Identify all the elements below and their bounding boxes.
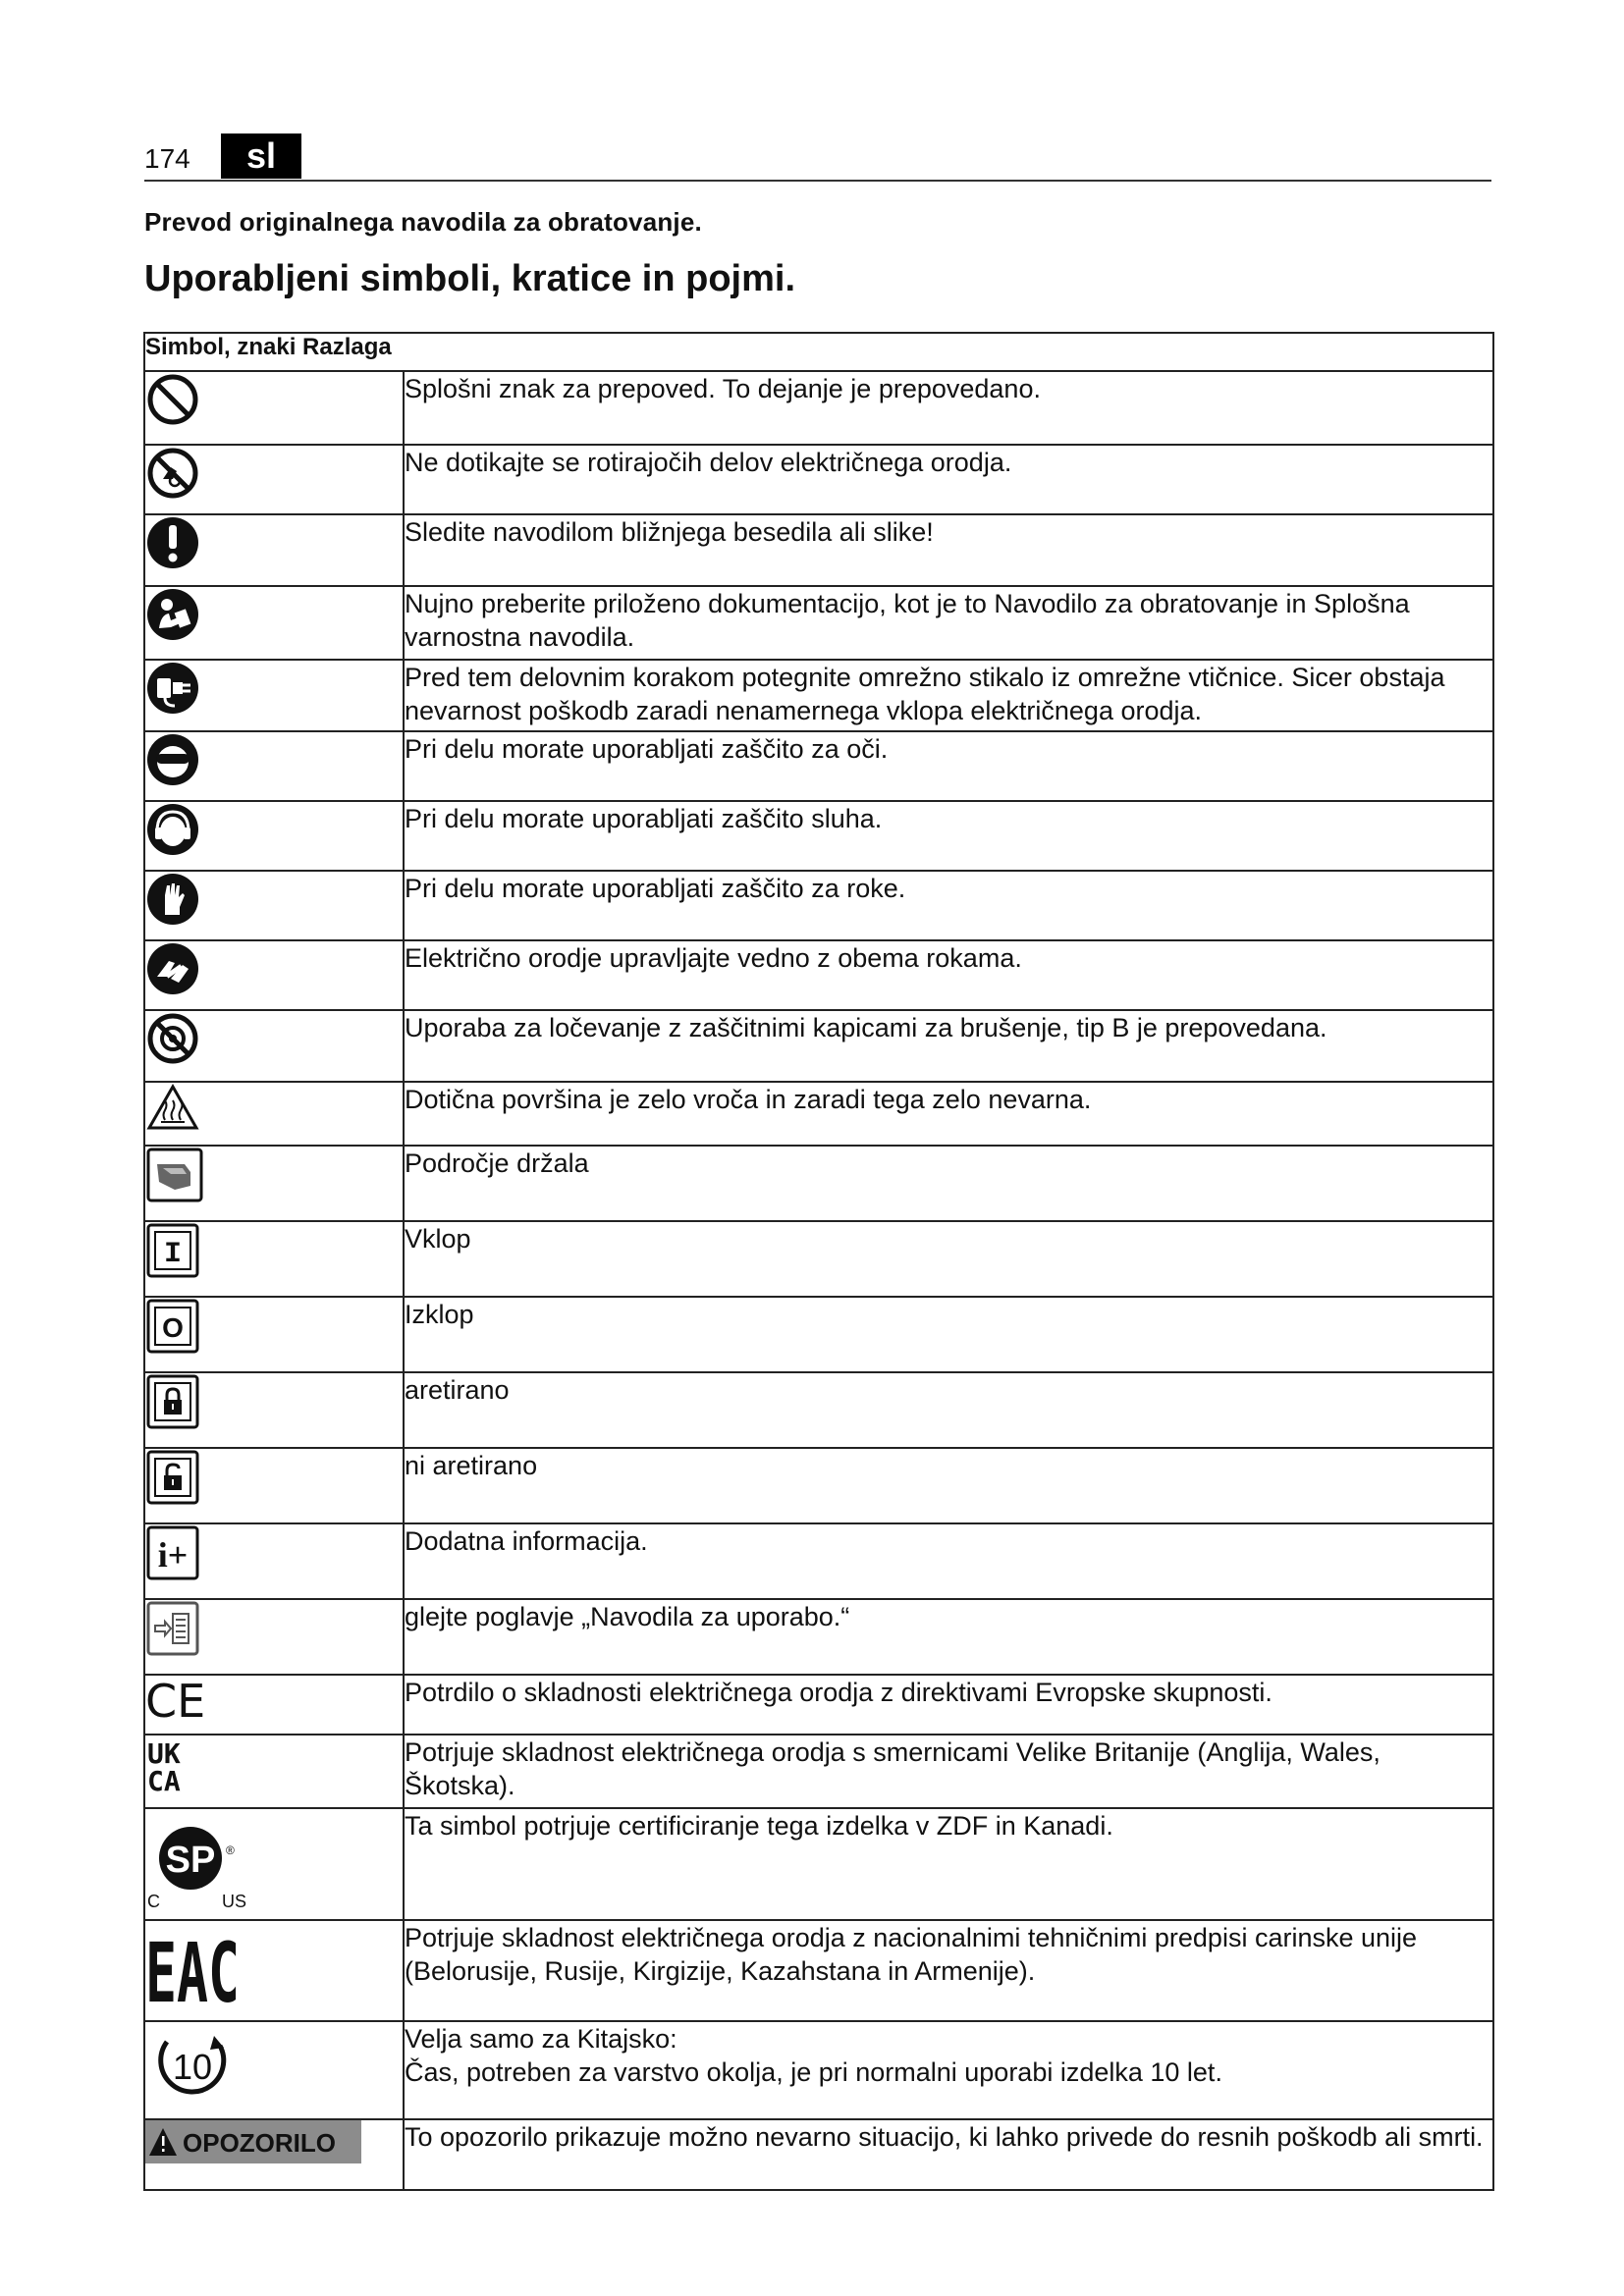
table-row <box>144 1146 1493 1221</box>
table-row <box>144 1010 1493 1082</box>
row-description: Pri delu morate uporabljati zaščito sluha. <box>404 801 1493 871</box>
table-row <box>144 586 1493 660</box>
table-row <box>144 514 1493 586</box>
row-description: glejte poglavje „Navodila za uporabo.“ <box>404 1599 1493 1675</box>
unlocked-icon <box>145 1449 200 1506</box>
table-header: Simbol, znaki Razlaga <box>144 333 1493 371</box>
csa-mark-icon <box>145 1809 263 1911</box>
row-description: Sledite navodilom bližnjega besedila ali slike! <box>404 514 1493 586</box>
table-row <box>144 2021 1493 2119</box>
unplug-icon <box>145 661 200 716</box>
document-subtitle: Prevod originalnega navodila za obratovanje. <box>144 207 702 237</box>
exclamation-icon <box>145 515 200 570</box>
table-row <box>144 1920 1493 2021</box>
svg-text:UK: UK <box>147 1737 181 1770</box>
table-row <box>144 1599 1493 1675</box>
page-header <box>144 133 1491 183</box>
warning-label-icon <box>145 2120 361 2163</box>
table-row <box>144 871 1493 940</box>
svg-text:10: 10 <box>172 2047 213 2087</box>
page-title: Uporabljeni simboli, kratice in pojmi. <box>144 258 796 299</box>
svg-text:®: ® <box>226 1843 235 1857</box>
switch-off-icon <box>145 1298 200 1355</box>
eye-protection-icon <box>145 732 200 787</box>
svg-text:US: US <box>222 1892 247 1911</box>
table-row <box>144 660 1493 731</box>
table-row <box>144 1221 1493 1297</box>
two-hands-icon <box>145 941 200 996</box>
row-description: Uporaba za ločevanje z zaščitnimi kapicami za brušenje, tip B je prepovedana. <box>404 1010 1493 1082</box>
row-description: To opozorilo prikazuje možno nevarno situacijo, ki lahko privede do resnih poškodb ali smrti. <box>404 2119 1493 2190</box>
table-row <box>144 1735 1493 1808</box>
ce-mark-icon <box>145 1675 216 1728</box>
table-row <box>144 1372 1493 1448</box>
symbols-table <box>143 332 1494 2191</box>
row-description: Splošni znak za prepoved. To dejanje je prepovedano. <box>404 371 1493 445</box>
table-row <box>144 1523 1493 1599</box>
row-description: aretirano <box>404 1372 1493 1448</box>
no-cutting-with-guard-b-icon <box>145 1011 200 1066</box>
hearing-protection-icon <box>145 802 200 857</box>
svg-text:CE: CE <box>145 1675 206 1728</box>
row-description: Področje držala <box>404 1146 1493 1221</box>
row-description: Ta simbol potrjuje certificiranje tega izdelka v ZDF in Kanadi. <box>404 1808 1493 1920</box>
row-description: Izklop <box>404 1297 1493 1372</box>
row-description: Nujno preberite priloženo dokumentacijo, kot je to Navodilo za obratovanje in Splošna varnostna navodila. <box>404 586 1493 660</box>
china-rohs-10-icon <box>145 2022 240 2110</box>
row-description: Ne dotikajte se rotirajočih delov električnega orodja. <box>404 445 1493 514</box>
no-touch-rotating-parts-icon <box>145 446 200 501</box>
table-row <box>144 1448 1493 1523</box>
language-tab: sl <box>221 133 301 179</box>
svg-text:SP: SP <box>165 1840 216 1881</box>
locked-icon <box>145 1373 200 1430</box>
row-description: Električno orodje upravljajte vedno z obema rokama. <box>404 940 1493 1010</box>
info-plus-icon <box>145 1524 200 1581</box>
svg-text:OPOZORILO: OPOZORILO <box>183 2128 336 2158</box>
switch-on-icon <box>145 1222 200 1279</box>
row-description: Pri delu morate uporabljati zaščito za roke. <box>404 871 1493 940</box>
row-description: Velja samo za Kitajsko: Čas, potreben za varstvo okolja, je pri normalni uporabi izdelka 10 let. <box>404 2021 1493 2119</box>
hand-protection-icon <box>145 872 200 927</box>
table-row <box>144 2119 1493 2190</box>
table-row <box>144 1297 1493 1372</box>
row-description: Pred tem delovnim korakom potegnite omrežno stikalo iz omrežne vtičnice. Sicer obstaja nevarnost poškodb zaradi nenamernega vklopa električnega orodja. <box>404 660 1493 731</box>
ukca-mark-icon <box>145 1737 192 1796</box>
table-row <box>144 1675 1493 1735</box>
svg-text:i+: i+ <box>157 1535 189 1575</box>
row-description: Dodatna informacija. <box>404 1523 1493 1599</box>
table-row <box>144 1808 1493 1920</box>
row-description: Potrjuje skladnost električnega orodja s smernicami Velike Britanije (Anglija, Wales, Škotska). <box>404 1735 1493 1808</box>
svg-text:EAC: EAC <box>145 1925 240 2021</box>
eac-mark-icon <box>145 1921 244 2021</box>
row-description: Potrdilo o skladnosti električnega orodja z direktivami Evropske skupnosti. <box>404 1675 1493 1735</box>
table-row <box>144 801 1493 871</box>
row-description: Pri delu morate uporabljati zaščito za oči. <box>404 731 1493 801</box>
table-row <box>144 731 1493 801</box>
prohibition-icon <box>145 372 200 427</box>
svg-text:CA: CA <box>147 1765 181 1797</box>
hot-surface-icon <box>145 1083 200 1132</box>
table-row <box>144 1082 1493 1146</box>
read-manual-icon <box>145 587 200 642</box>
table-row <box>144 445 1493 514</box>
svg-text:C: C <box>147 1892 160 1911</box>
row-description: Dotična površina je zelo vroča in zaradi tega zelo nevarna. <box>404 1082 1493 1146</box>
page-number: 174 <box>144 143 190 174</box>
grip-area-icon <box>145 1147 204 1203</box>
table-row <box>144 371 1493 445</box>
row-description: Vklop <box>404 1221 1493 1297</box>
header-rule <box>144 180 1491 182</box>
table-header-row <box>144 333 1493 371</box>
row-description: Potrjuje skladnost električnega orodja z nacionalnimi tehničnimi predpisi carinske unije (Belorusije, Rusije, Kirgizije, Kazahstana in Armenije). <box>404 1920 1493 2021</box>
see-chapter-icon <box>145 1600 200 1657</box>
row-description: ni aretirano <box>404 1448 1493 1523</box>
svg-text:O: O <box>162 1312 184 1343</box>
table-row <box>144 940 1493 1010</box>
svg-text:I: I <box>163 1238 183 1271</box>
